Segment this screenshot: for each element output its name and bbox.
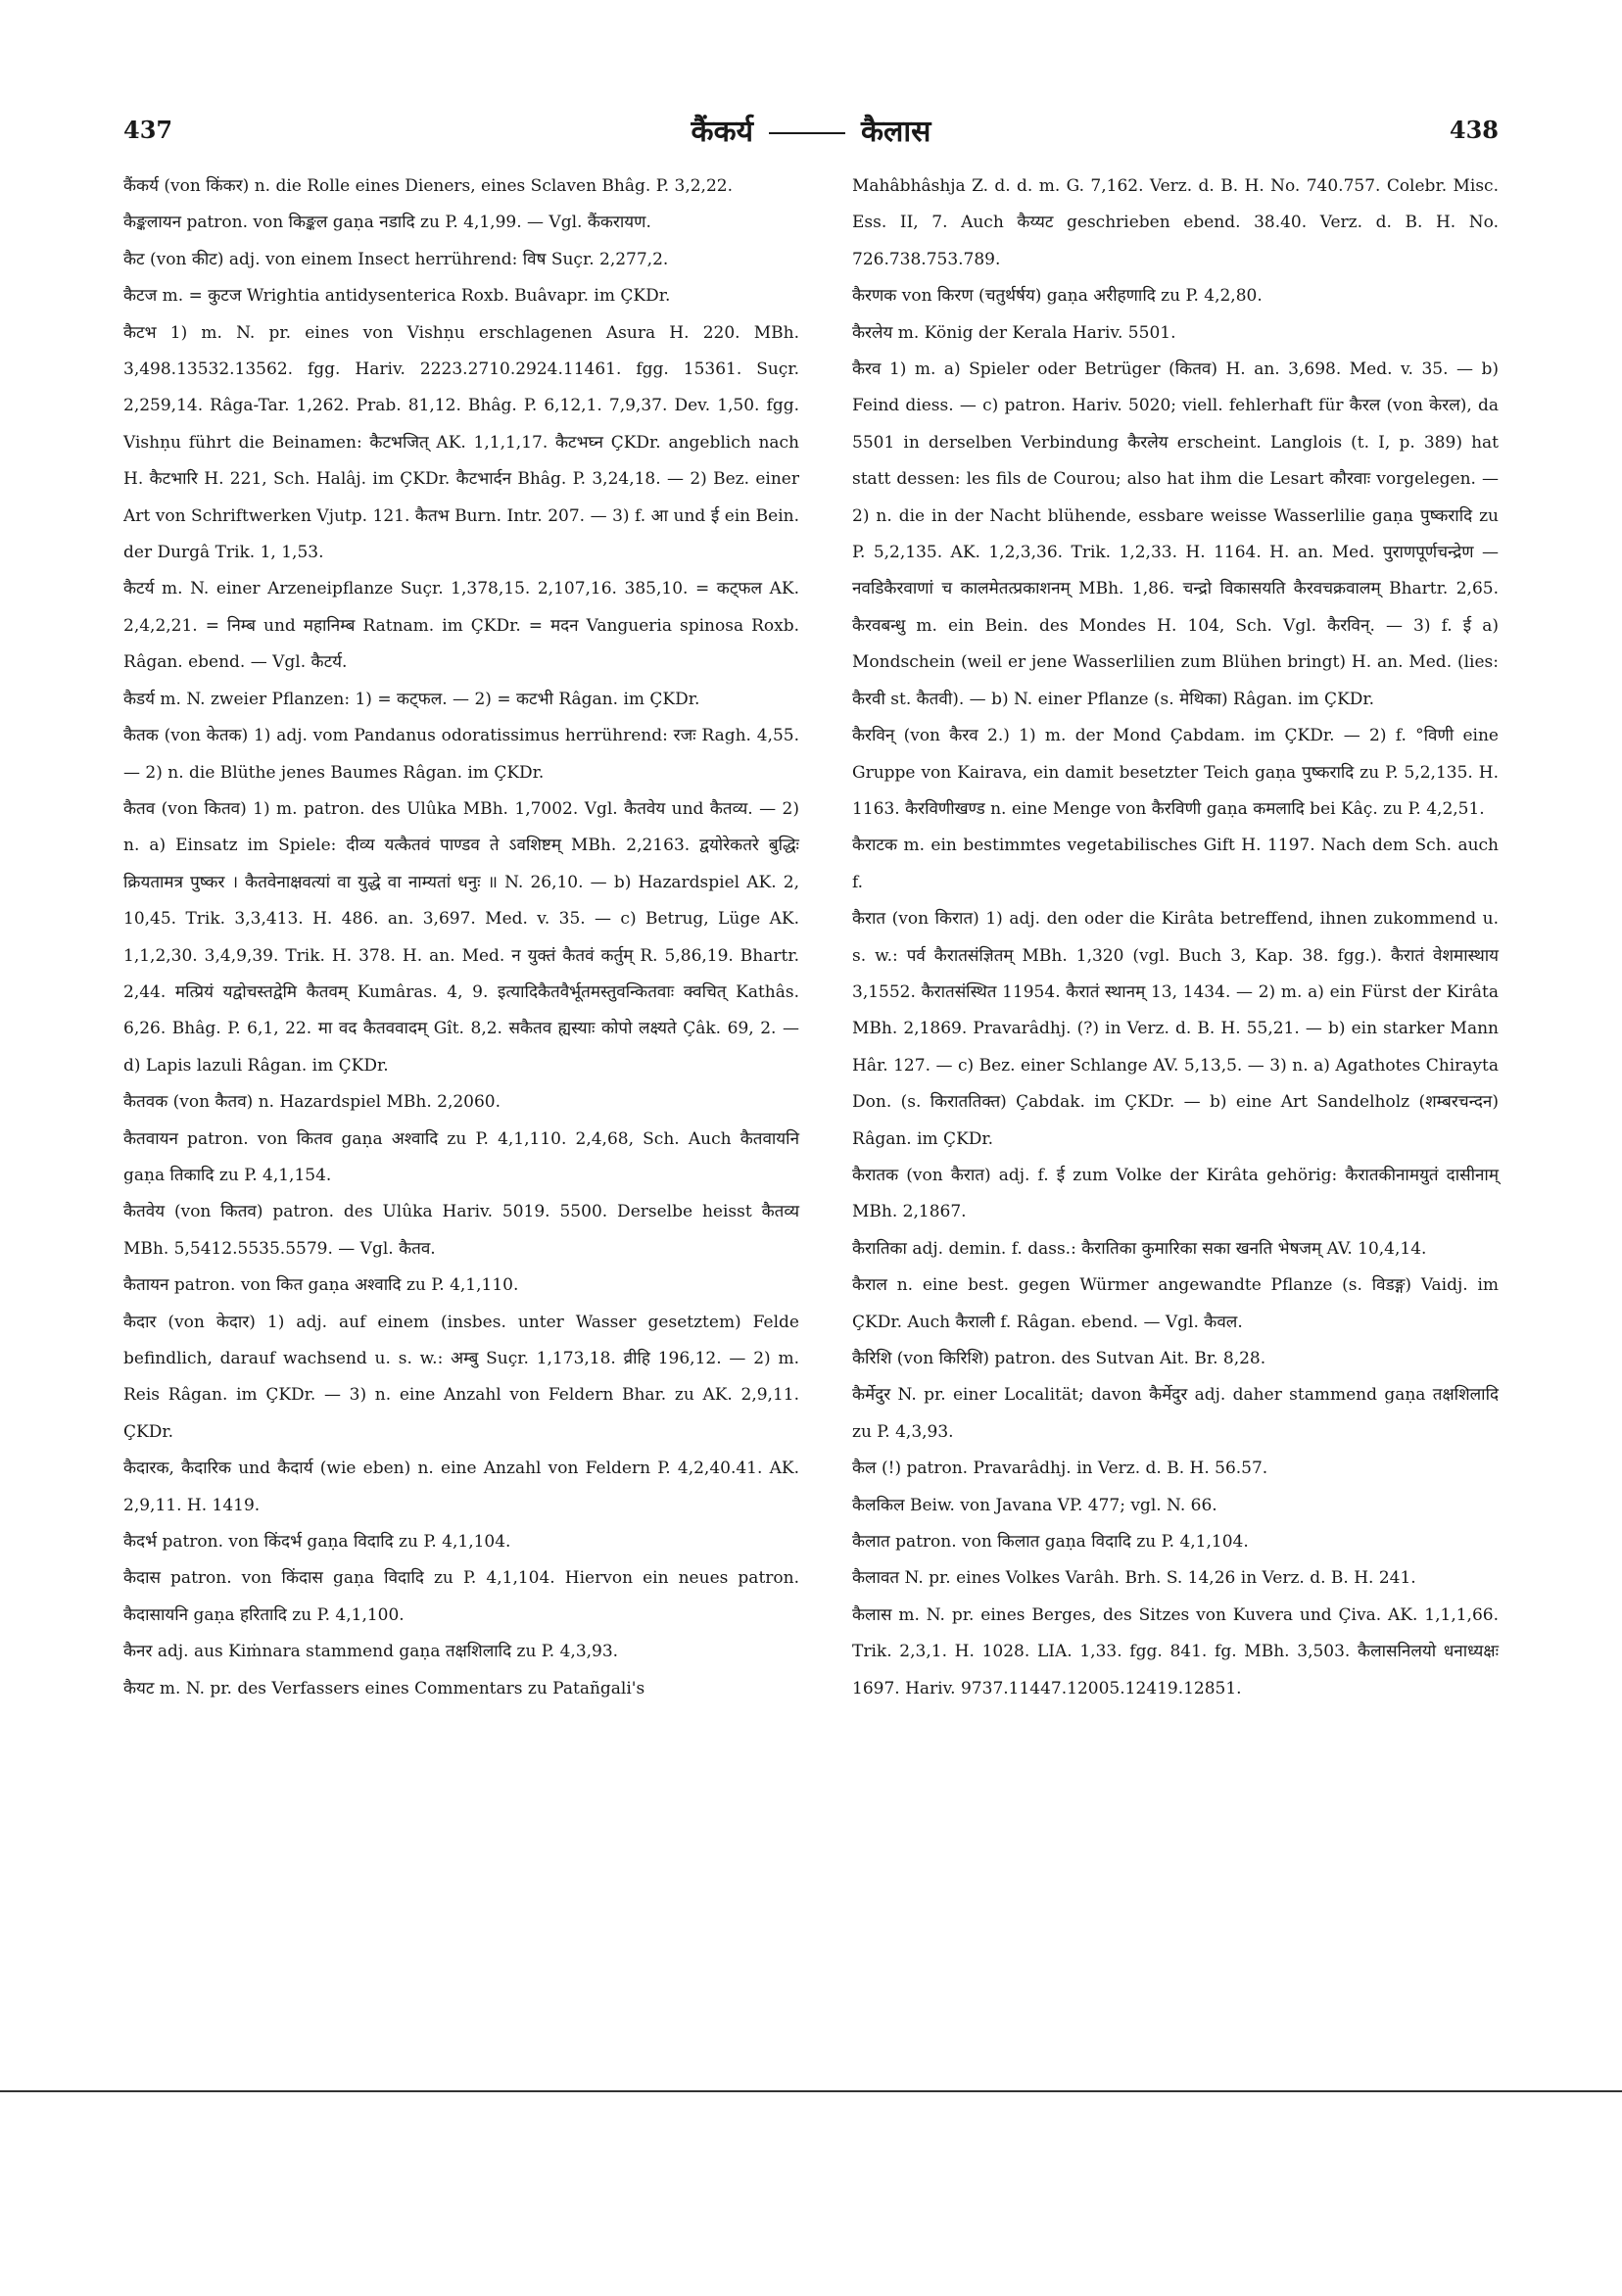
entry-kaitaveya: कैतवेय (von कितव) patron. des Ulûka Hariv. 5019. 5500. Derselbe heisst कैतव्य MBh. 5,5412.5535.5579. — Vgl. कैतव. <box>123 1202 799 1259</box>
entry-kaidarya: कैडर्य m. N. zweier Pflanzen: 1) = कट्फल. — 2) = कटभी Râgan. im ÇKDr. <box>123 689 700 709</box>
entry-kaidaraka: कैदारक, कैदारिक und कैदार्य (wie eben) n. eine Anzahl von Feldern P. 4,2,40.41. AK. 2,9,11. H. 1419. <box>123 1459 799 1515</box>
entry-kairanaka: कैरणक von किरण (चतुर्थर्षय) gaṇa अरीहणादि zu P. 4,2,80. <box>852 286 1263 307</box>
entry-kaidasa: कैदास patron. von किंदास gaṇa विदादि zu P. 4,1,104. Hiervon ein neues patron. कैदासायनि gaṇa हरितादि zu P. 4,1,100. <box>123 1568 799 1625</box>
entry-kaita: कैट (von कीट) adj. von einem Insect herrührend: विष Suçr. 2,277,2. <box>123 249 669 269</box>
footer-rule <box>0 2090 1622 2092</box>
page-number-right: 438 <box>1449 116 1499 144</box>
entry-kaidarbha: कैदर्भ patron. von किंदर्भ gaṇa विदादि zu P. 4,1,104. <box>123 1532 511 1553</box>
entry-kairatika: कैरातिका adj. demin. f. dass.: कैरातिका कुमारिका सका खनति भेषजम् AV. 10,4,14. <box>852 1238 1427 1259</box>
entry-kaitaka: कैतक (von केतक) 1) adj. vom Pandanus odoratissimus herrührend: रजः Ragh. 4,55. — 2) n. die Blüthe jenes Baumes Râgan. im ÇKDr. <box>123 726 799 783</box>
entry-kailata: कैलात patron. von किलात gaṇa विदादि zu P. 4,1,104. <box>852 1532 1249 1553</box>
entry-kaiyata-continued: Mahâbhâshja Z. d. d. m. G. 7,162. Verz. d. B. H. No. 740.757. Colebr. Misc. Ess. II, 7. Auch कैय्यट geschrieben ebend. 38.40. Verz. d. B. H. No. 726.738.753.789. <box>852 176 1499 269</box>
entry-kainara: कैनर adj. aus Kiṁnara stammend gaṇa तक्षशिलादि zu P. 4,3,93. <box>123 1642 619 1662</box>
entry-kailakila: कैलकिल Beiw. von Javana VP. 477; vgl. N. 66. <box>852 1495 1217 1515</box>
page-header <box>123 110 1499 149</box>
catchword-dash <box>769 132 845 134</box>
entry-kairmedura: कैर्मेदुर N. pr. einer Localität; davon कैर्मेदुर adj. daher stammend gaṇa तक्षशिलादि zu P. 4,3,93. <box>852 1385 1499 1442</box>
entry-kaitabha: कैटभ 1) m. N. pr. eines von Vishṇu erschlagenen Asura H. 220. MBh. 3,498.13532.13562. fgg. Hariv. 2223.2710.2924.11461. fgg. 15361. Suçr. 2,259,14. Râga-Tar. 1,262. Prab. 81,12. Bhâg. P. 6,12,1. 7,9,37. Dev. 1,50. fgg. Vishṇu führt die Beinamen: कैटभजित् AK. 1,1,1,17. कैटभघ्न ÇKDr. angeblich nach H. कैटभारि H. 221, Sch. Halâj. im ÇKDr. कैटभार्दन Bhâg. P. 3,24,18. — 2) Bez. einer Art von Schriftwerken Vjutp. 121. कैतभ Burn. Intr. 207. — 3) f. आ und ई ein Bein. der Durgâ Trik. 1, 1,53. <box>123 322 799 563</box>
entry-kailavata: कैलावत N. pr. eines Volkes Varâh. Brh. S. 14,26 in Verz. d. B. H. 241. <box>852 1568 1416 1589</box>
entry-kainkalayana: कैङ्कलायन patron. von किङ्कल gaṇa नडादि zu P. 4,1,99. — Vgl. कैंकरायण. <box>123 213 651 233</box>
running-head <box>123 110 1499 150</box>
entry-kaidara: कैदार (von केदार) 1) adj. auf einem (insbes. unter Wasser gesetztem) Felde befindlich, darauf wachsend u. s. w.: अम्बु Suçr. 1,173,18. व्रीहि 196,12. — 2) m. Reis Râgan. im ÇKDr. — 3) n. eine Anzahl von Feldern Bhar. zu AK. 2,9,11. ÇKDr. <box>123 1312 799 1442</box>
entry-kairaleya: कैरलेय m. König der Kerala Hariv. 5501. <box>852 322 1176 343</box>
left-column <box>123 168 799 1707</box>
entry-kairishi: कैरिशि (von किरिशि) patron. des Sutvan Ait. Br. 8,28. <box>852 1349 1266 1368</box>
entry-kairataka-poison: कैराटक m. ein bestimmtes vegetabilisches Gift H. 1197. Nach dem Sch. auch f. <box>852 836 1499 892</box>
entry-kailasa: कैलास m. N. pr. eines Berges, des Sitzes von Kuvera und Çiva. AK. 1,1,1,66. Trik. 2,3,1. H. 1028. LIA. 1,33. fgg. 841. fg. MBh. 3,503. कैलासनिलयो धनाध्यक्षः 1697. Hariv. 9737.11447.12005.12419.12851. <box>852 1604 1499 1698</box>
entry-kairala: कैराल n. eine best. gegen Würmer angewandte Pflanze (s. विडङ्ग) Vaidj. im ÇKDr. Auch कैराली f. Râgan. ebend. — Vgl. कैवल. <box>852 1275 1499 1332</box>
entry-kainkarya: कैंकर्य (von किंकर) n. die Rolle eines Dieners, eines Sclaven Bhâg. P. 3,2,22. <box>123 176 733 196</box>
entry-kaitarya: कैटर्य m. N. einer Arzeneipflanze Suçr. 1,378,15. 2,107,16. 385,10. = कट्फल AK. 2,4,2,21. = निम्ब und महानिम्ब Ratnam. im ÇKDr. = मदन Vangueria spinosa Roxb. Râgan. ebend. — Vgl. कैटर्य. <box>123 579 799 673</box>
entry-kaitavaka: कैतवक (von कैतव) n. Hazardspiel MBh. 2,2060. <box>123 1092 501 1113</box>
page-number-left: 437 <box>123 116 173 144</box>
catchword-first: कैंकर्य <box>691 115 754 149</box>
entry-kaitavayana: कैतवायन patron. von कितव gaṇa अश्वादि zu P. 4,1,110. 2,4,68, Sch. Auch कैतवायनि gaṇa तिकादि zu P. 4,1,154. <box>123 1128 799 1185</box>
entry-kaiyata: कैयट m. N. pr. des Verfassers eines Commentars zu Patañgali's <box>123 1678 645 1698</box>
entry-kairava: कैरव 1) m. a) Spieler oder Betrüger (कितव) H. an. 3,698. Med. v. 35. — b) Feind diess. — c) patron. Hariv. 5020; viell. fehlerhaft für कैरल (von केरल), da 5501 in derselben Verbindung कैरलेय erscheint. Langlois (t. I, p. 389) hat statt dessen: les fils de Courou; also hat ihm die Lesart कौरवाः vorgelegen. — 2) n. die in der Nacht blühende, essbare weisse Wasserlilie gaṇa पुष्करादि zu P. 5,2,135. AK. 1,2,3,36. Trik. 1,2,33. H. 1164. H. an. Med. पुराणपूर्णचन्द्रेण — नवडिकैरवाणां च कालमेतत्प्रकाशनम् MBh. 1,86. चन्द्रो विकासयति कैरवचक्रवालम् Bhartr. 2,65. कैरवबन्धु m. ein Bein. des Mondes H. 104, Sch. Vgl. कैरविन्. — 3) f. ई a) Mondschein (weil er jene Wasserlilien zum Blühen bringt) H. an. Med. (lies: कैरवी st. कैतवी). — b) N. einer Pflanze (s. मेथिका) Râgan. im ÇKDr. <box>852 359 1499 709</box>
entry-kairata: कैरात (von किरात) 1) adj. den oder die Kirâta betreffend, ihnen zukommend u. s. w.: पर्व कैरातसंज्ञितम् MBh. 1,320 (vgl. Buch 3, Kap. 38. fgg.). कैरातं वेशमास्थाय 3,1552. कैरातसंस्थित 11954. कैरातं स्थानम् 13, 1434. — 2) m. a) ein Fürst der Kirâta MBh. 2,1869. Pravarâdhj. (?) in Verz. d. B. H. 55,21. — b) ein starker Mann Hâr. 127. — c) Bez. einer Schlange AV. 5,13,5. — 3) n. a) Agathotes Chirayta Don. (s. किराततिक्त) Çabdak. im ÇKDr. — b) eine Art Sandelholz (शम्बरचन्दन) Râgan. im ÇKDr. <box>852 909 1499 1149</box>
entry-kaitava: कैतव (von कितव) 1) m. patron. des Ulûka MBh. 1,7002. Vgl. कैतवेय und कैतव्य. — 2) n. a) Einsatz im Spiele: दीव्य यत्कैतवं पाण्डव ते ऽवशिष्टम् MBh. 2,2163. द्वयोरेकतरे बुद्धिः क्रियतामत्र पुष्कर । कैतवेनाक्षवत्यां वा युद्धे वा नाम्यतां धनुः ॥ N. 26,10. — b) Hazardspiel AK. 2, 10,45. Trik. 3,3,413. H. 486. an. 3,697. Med. v. 35. — c) Betrug, Lüge AK. 1,1,2,30. 3,4,9,39. Trik. H. 378. H. an. Med. न युक्तं कैतवं कर्तुम् R. 5,86,19. Bhartr. 2,44. मत्प्रियं यद्वोचस्तद्वेमि कैतवम् Kumâras. 4, 9. इत्यादिकैतवैर्भूतमस्तुवन्कितवाः क्वचित् Kathâs. 6,26. Bhâg. P. 6,1, 22. मा वद कैतववादम् Gît. 8,2. सकैतव ह्यस्याः कोपो लक्ष्यते Çâk. 69, 2. — d) Lapis lazuli Râgan. im ÇKDr. <box>123 798 799 1076</box>
entry-kaitayana: कैतायन patron. von कित gaṇa अश्वादि zu P. 4,1,110. <box>123 1275 519 1296</box>
entry-kairataka: कैरातक (von कैरात) adj. f. ई zum Volke der Kirâta gehörig: कैरातकीनामयुतं दासीनाम् MBh. 2,1867. <box>852 1165 1499 1222</box>
right-column <box>852 168 1499 1707</box>
entry-kaitaja: कैटज m. = कुटज Wrightia antidysenterica Roxb. Buâvapr. im ÇKDr. <box>123 286 671 307</box>
catchword-last: कैलास <box>861 115 931 149</box>
entry-kairavin: कैरविन् (von कैरव 2.) 1) m. der Mond Çabdam. im ÇKDr. — 2) f. °विणी eine Gruppe von Kairava, ein damit besetzter Teich gaṇa पुष्करादि zu P. 5,2,135. H. 1163. कैरविणीखण्ड n. eine Menge von कैरविणी gaṇa कमलादि bei Kâç. zu P. 4,2,51. <box>852 726 1499 819</box>
entry-kaila: कैल (!) patron. Pravarâdhj. in Verz. d. B. H. 56.57. <box>852 1459 1268 1479</box>
